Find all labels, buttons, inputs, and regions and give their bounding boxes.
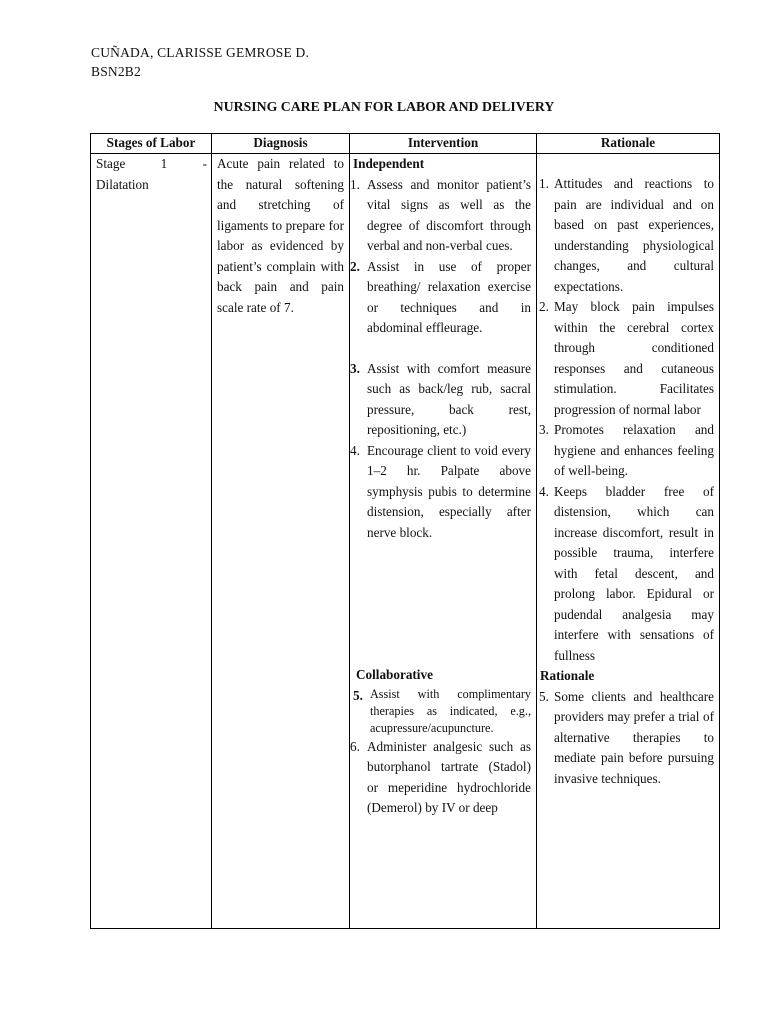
column-header-diagnosis: Diagnosis (212, 134, 350, 154)
intervention-item (350, 737, 536, 819)
rationale-subheading: Rationale (540, 668, 595, 683)
intervention-text: Administer analgesic such as butorphanol tartrate (Stadol) or meperidine hydrochloride (Demerol) by IV or deep (367, 738, 531, 815)
student-name: CUÑADA, CLARISSE GEMROSE D. (91, 45, 310, 60)
rationale-cell (537, 154, 720, 929)
column-header-intervention: Intervention (350, 134, 537, 154)
rationale-item (537, 687, 719, 790)
intervention-number: 6. (350, 738, 360, 754)
rationale-item (537, 174, 719, 297)
intervention-item (350, 441, 536, 544)
rationale-text: May block pain impulses within the cerebral cortex through conditioned responses and cutaneous stimulation. Facilitates progression of normal labor (554, 299, 714, 417)
table-header-row (91, 134, 720, 154)
rationale-number: 2. (539, 299, 549, 314)
stage-name: Dilatation (96, 176, 149, 192)
intervention-item (350, 359, 536, 441)
rationale-item (537, 420, 719, 482)
intervention-cell (350, 154, 537, 929)
intervention-text: Encourage client to void every 1–2 hr. Palpate above symphysis pubis to determine distension, especially after nerve block. (367, 442, 531, 540)
stage-cell (91, 154, 212, 929)
intervention-number: 3. (350, 360, 360, 376)
independent-heading: Independent (353, 156, 425, 171)
diagnosis-cell (212, 154, 350, 929)
rationale-number: 4. (539, 483, 549, 499)
care-plan-table (90, 133, 720, 929)
rationale-text: Attitudes and reactions to pain are individual and on based on past experiences, understanding physiological changes, and cultural expectations. (554, 176, 714, 294)
intervention-text: Assist with comfort measure such as back/leg rub, sacral pressure, back rest, repositioning, etc.) (367, 360, 531, 437)
intervention-number: 1. (350, 176, 360, 192)
rationale-number: 1. (539, 176, 549, 191)
rationale-number: 3. (539, 422, 549, 437)
column-header-stages: Stages of Labor (91, 134, 212, 154)
intervention-item (350, 257, 536, 339)
stage-label: Stage (96, 156, 126, 171)
column-header-rationale: Rationale (537, 134, 720, 154)
rationale-text: Keeps bladder free of distension, which can increase discomfort, result in possible trauma, interfere with fetal descent, and prolong labor. Epidural or pudendal analgesia may interfere with sensations of fullness (554, 483, 714, 663)
rationale-text: Some clients and healthcare providers may prefer a trial of alternative therapies to mediate pain before pursuing invasive techniques. (554, 688, 714, 786)
intervention-number: 5. (353, 687, 363, 703)
document-title: NURSING CARE PLAN FOR LABOR AND DELIVERY (213, 99, 555, 114)
intervention-text: Assist with complimentary therapies as indicated, e.g., acupressure/acupuncture. (370, 686, 531, 735)
rationale-text: Promotes relaxation and hygiene and enhances feeling of well-being. (554, 422, 714, 478)
intervention-item (350, 175, 536, 257)
intervention-text: Assess and monitor patient’s vital signs as well as the degree of discomfort through verbal and non-verbal cues. (367, 176, 531, 253)
rationale-number: 5. (539, 688, 549, 704)
intervention-item (350, 686, 536, 737)
stage-line (91, 154, 211, 175)
rationale-item (537, 297, 719, 420)
stage-dash: - (202, 156, 207, 171)
diagnosis-text: Acute pain related to the natural softening and stretching of ligaments to prepare for labor as evidenced by patient’s complain with back pain and pain scale rate of 7. (217, 156, 344, 315)
table-row (91, 154, 720, 929)
intervention-text: Assist in use of proper breathing/ relaxation exercise or techniques and in abdominal effleurage. (367, 258, 531, 335)
rationale-item (537, 482, 719, 667)
intervention-number: 2. (350, 258, 360, 274)
intervention-number: 4. (350, 442, 360, 458)
stage-number: 1 (160, 156, 168, 171)
student-section: BSN2B2 (91, 64, 141, 79)
collaborative-heading: Collaborative (356, 667, 433, 682)
